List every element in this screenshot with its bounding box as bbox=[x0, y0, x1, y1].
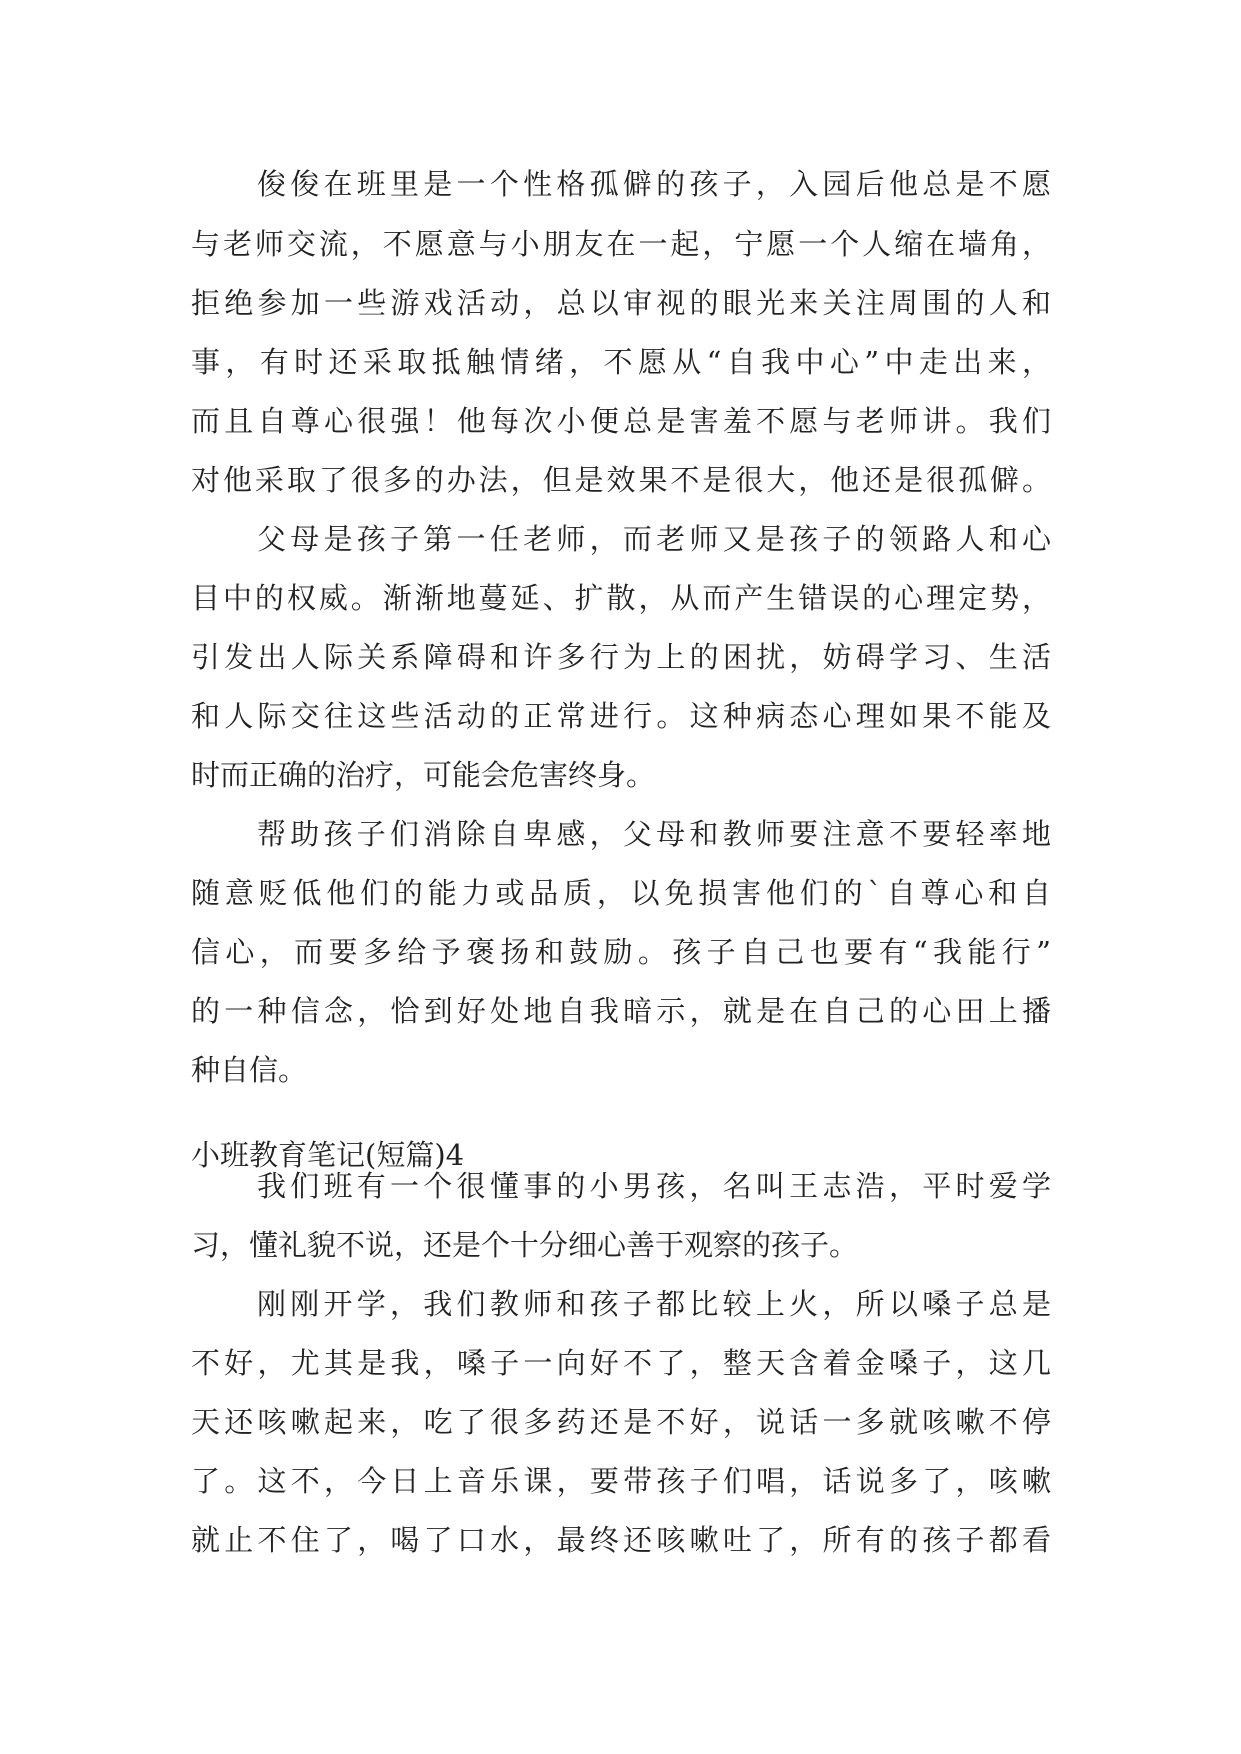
paragraph-4-line-2: 习，懂礼貌不说，还是个十分细心善于观察的孩子。 bbox=[191, 1228, 859, 1262]
paragraph-3-line-4: 的一种信念，恰到好处地自我暗示，就是在自己的心田上播 bbox=[191, 994, 1051, 1028]
paragraph-5-line-3: 天还咳嗽起来，吃了很多药还是不好，说话一多就咳嗽不停 bbox=[191, 1405, 1051, 1439]
paragraph-1-line-4: 事，有时还采取抵触情绪，不愿从“自我中心”中走出来， bbox=[191, 345, 1051, 379]
paragraph-2-line-1: 父母是孩子第一任老师，而老师又是孩子的领路人和心 bbox=[257, 522, 1051, 556]
paragraph-5-line-4: 了。这不，今日上音乐课，要带孩子们唱，话说多了，咳嗽 bbox=[191, 1464, 1051, 1498]
paragraph-1-line-1: 俊俊在班里是一个性格孤僻的孩子，入园后他总是不愿 bbox=[257, 167, 1051, 201]
paragraph-1-line-5: 而且自尊心很强！他每次小便总是害羞不愿与老师讲。我们 bbox=[191, 404, 1051, 438]
paragraph-1-line-3: 拒绝参加一些游戏活动，总以审视的眼光来关注周围的人和 bbox=[191, 286, 1051, 320]
paragraph-5-line-1: 刚刚开学，我们教师和孩子都比较上火，所以嗓子总是 bbox=[257, 1287, 1051, 1321]
paragraph-3-line-2: 随意贬低他们的能力或品质，以免损害他们的`自尊心和自 bbox=[191, 876, 1051, 910]
section-heading: 小班教育笔记(短篇)4 bbox=[191, 1138, 465, 1172]
paragraph-1-line-6: 对他采取了很多的办法，但是效果不是很大，他还是很孤僻。 bbox=[191, 463, 1051, 497]
paragraph-5-line-2: 不好，尤其是我，嗓子一向好不了，整天含着金嗓子，这几 bbox=[191, 1346, 1051, 1380]
paragraph-1-line-2: 与老师交流，不愿意与小朋友在一起，宁愿一个人缩在墙角， bbox=[191, 227, 1051, 261]
paragraph-4-line-1: 我们班有一个很懂事的小男孩，名叫王志浩，平时爱学 bbox=[257, 1169, 1051, 1203]
paragraph-3-line-5: 种自信。 bbox=[191, 1053, 308, 1087]
paragraph-5-line-5: 就止不住了，喝了口水，最终还咳嗽吐了，所有的孩子都看 bbox=[191, 1523, 1051, 1557]
paragraph-3-line-3: 信心，而要多给予褒扬和鼓励。孩子自己也要有“我能行” bbox=[191, 935, 1051, 969]
paragraph-2-line-5: 时而正确的治疗，可能会危害终身。 bbox=[191, 758, 656, 792]
paragraph-2-line-4: 和人际交往这些活动的正常进行。这种病态心理如果不能及 bbox=[191, 699, 1051, 733]
paragraph-3-line-1: 帮助孩子们消除自卑感，父母和教师要注意不要轻率地 bbox=[257, 817, 1051, 851]
paragraph-2-line-2: 目中的权威。渐渐地蔓延、扩散，从而产生错误的心理定势， bbox=[191, 581, 1051, 615]
paragraph-2-line-3: 引发出人际关系障碍和许多行为上的困扰，妨碍学习、生活 bbox=[191, 640, 1051, 674]
